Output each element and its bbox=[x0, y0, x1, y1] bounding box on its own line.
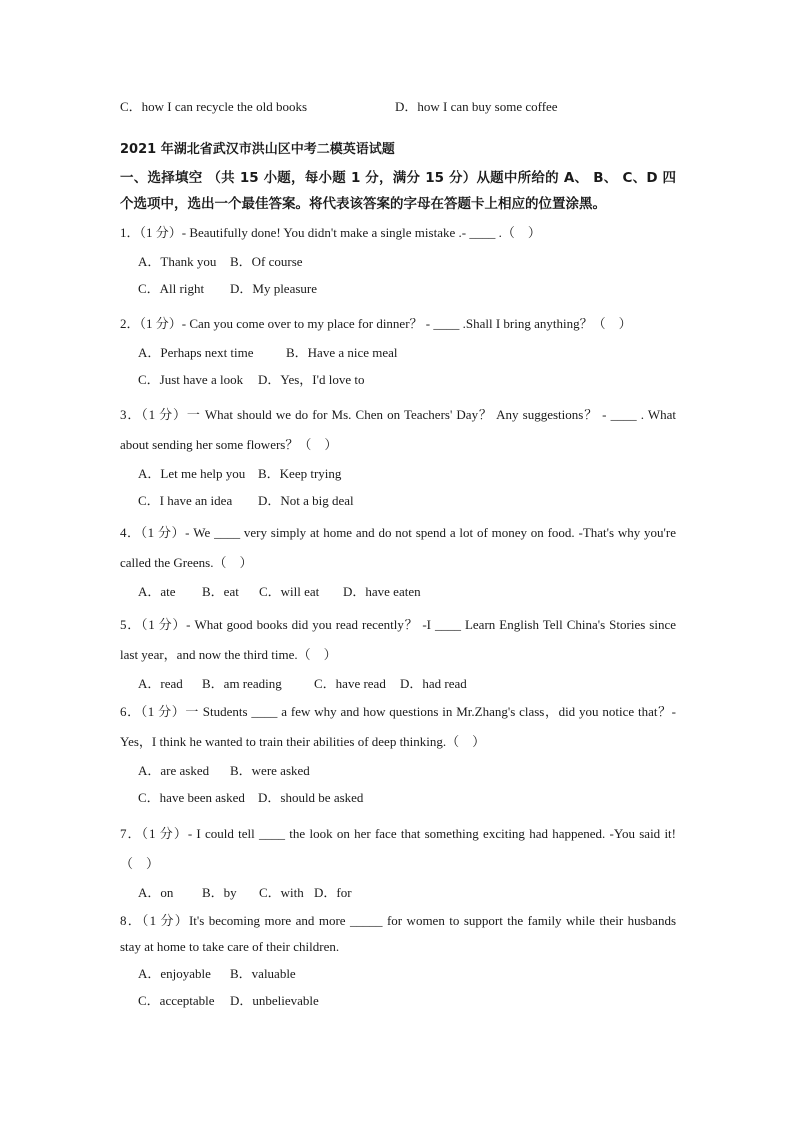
option: B．were asked bbox=[230, 763, 310, 778]
option: C．I have an idea bbox=[138, 493, 233, 508]
option: B．Have a nice meal bbox=[286, 345, 398, 360]
option: A．on bbox=[138, 885, 174, 900]
exam-title: 2021 年湖北省武汉市洪山区中考二模英语试题 bbox=[120, 142, 395, 157]
option: D．Yes，I'd love to bbox=[258, 372, 365, 387]
option-c: C．how I can recycle the old books bbox=[120, 99, 308, 114]
options-row bbox=[120, 339, 676, 366]
options-row bbox=[120, 784, 676, 811]
option: B．am reading bbox=[202, 676, 282, 691]
option: C．Just have a look bbox=[138, 372, 244, 387]
question-4 bbox=[120, 518, 676, 605]
options-row bbox=[120, 960, 676, 987]
options-row bbox=[120, 366, 676, 393]
question-1 bbox=[120, 218, 676, 302]
option: D．should be asked bbox=[258, 790, 364, 805]
option: B．valuable bbox=[230, 966, 296, 981]
option: A．Let me help you bbox=[138, 466, 246, 481]
option: A．Perhaps next time bbox=[138, 345, 254, 360]
option: C．acceptable bbox=[138, 993, 215, 1008]
option: D．have eaten bbox=[343, 584, 421, 599]
options-row bbox=[120, 670, 676, 697]
options-row bbox=[120, 987, 676, 1014]
option: D．Not a big deal bbox=[258, 493, 354, 508]
question-stem: 1．（1 分）- Beautifully done! You didn't make a single mistake .- ____ .（ ） bbox=[120, 225, 541, 240]
option: C．with bbox=[259, 885, 304, 900]
question-8 bbox=[120, 908, 676, 1014]
options-row bbox=[120, 460, 676, 487]
option: C．will eat bbox=[259, 584, 320, 599]
question-stem: 2．（1 分）- Can you come over to my place for dinner？ - ____ .Shall I bring anything？（ ） bbox=[120, 316, 632, 331]
option: B．Keep trying bbox=[258, 466, 342, 481]
section-heading: 一、选择填空 （共 15 小题，每小题 1 分，满分 15 分）从题中所给的 A、 B、 C、D 四个选项中，选出一个最佳答案。将代表该答案的字母在答题卡上相应的位置涂黑。 bbox=[120, 170, 676, 212]
option: C．have been asked bbox=[138, 790, 245, 805]
question-stem: 3．（1 分）一 What should we do for Ms. Chen on Teachers' Day？ Any suggestions？ - ____ . What about sending her some flowers？（ ） bbox=[120, 407, 676, 452]
question-stem: 7．（1 分）- I could tell ____ the look on her face that something exciting had happened. -You said it!（ ） bbox=[120, 826, 676, 871]
question-7 bbox=[120, 819, 676, 906]
options-row bbox=[120, 248, 676, 275]
options-row bbox=[120, 487, 676, 514]
option: A．enjoyable bbox=[138, 966, 211, 981]
option: B．eat bbox=[202, 584, 239, 599]
option: A．Thank you bbox=[138, 254, 217, 269]
question-5 bbox=[120, 610, 676, 697]
question-3 bbox=[120, 400, 676, 514]
options-row bbox=[120, 578, 676, 605]
question-stem: 5．（1 分）- What good books did you read recently？ -I ____ Learn English Tell China's Stories since last year，and now the third time.（ ） bbox=[120, 617, 676, 662]
option: A．are asked bbox=[138, 763, 210, 778]
option: B．by bbox=[202, 885, 237, 900]
options-row bbox=[120, 879, 676, 906]
question-2 bbox=[120, 309, 676, 393]
option: D．for bbox=[314, 885, 352, 900]
option: D．My pleasure bbox=[230, 281, 318, 296]
option: D．had read bbox=[400, 676, 467, 691]
option: A．ate bbox=[138, 584, 176, 599]
question-6 bbox=[120, 697, 676, 811]
options-row bbox=[120, 757, 676, 784]
question-stem: 4．（1 分）- We ____ very simply at home and do not spend a lot of money on food. -That's why you're called the Greens.（ ） bbox=[120, 525, 676, 570]
option: A．read bbox=[138, 676, 183, 691]
option: B．Of course bbox=[230, 254, 303, 269]
question-stem: 6．（1 分）一 Students ____ a few why and how questions in Mr.Zhang's class，did you notice that？-Yes，I think he wanted to train their abilities of deep thinking.（ ） bbox=[120, 704, 676, 749]
option: D．unbelievable bbox=[230, 993, 319, 1008]
option-d: D．how I can buy some coffee bbox=[395, 99, 558, 114]
options-row bbox=[120, 275, 676, 302]
option: C．have read bbox=[314, 676, 386, 691]
question-stem: 8．（1 分）It's becoming more and more _____ for women to support the family while their husbands stay at home to take care of their children. bbox=[120, 913, 676, 954]
option: C．All right bbox=[138, 281, 205, 296]
